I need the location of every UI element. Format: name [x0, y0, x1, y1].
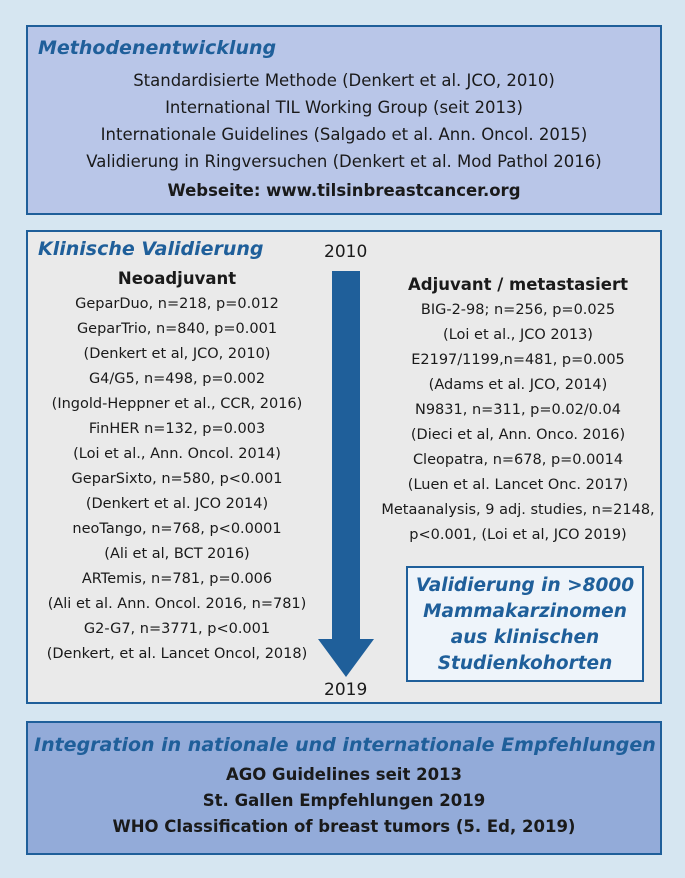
- study-entry: ARTemis, n=781, p=0.006: [81, 571, 273, 587]
- study-entry: (Loi et al., Ann. Oncol. 2014): [73, 446, 281, 462]
- study-entry: G2-G7, n=3771, p<0.001: [83, 621, 271, 637]
- integration-heading: Integration in nationale und internationale Empfehlungen: [34, 734, 656, 756]
- study-entry: (Ali et al, BCT 2016): [104, 546, 250, 562]
- study-entry: (Adams et al. JCO, 2014): [428, 377, 608, 393]
- clinical-validation-box: [26, 230, 662, 704]
- study-entry: GeparSixto, n=580, p<0.001: [71, 471, 283, 487]
- study-entry: E2197/1199,n=481, p=0.005: [411, 352, 625, 368]
- adjuvant-column: [378, 272, 658, 548]
- study-entry: (Denkert, et al. Lancet Oncol, 2018): [46, 646, 308, 662]
- study-entry: neoTango, n=768, p<0.0001: [72, 521, 282, 537]
- study-entry: (Loi et al., JCO 2013): [443, 327, 593, 343]
- study-entry: Metaanalysis, 9 adj. studies, n=2148,: [381, 502, 655, 518]
- year-end-label: 2019: [324, 680, 368, 700]
- study-entry: (Luen et al. Lancet Onc. 2017): [407, 477, 629, 493]
- validation-summary-box: [406, 566, 644, 682]
- study-entry: N9831, n=311, p=0.02/0.04: [414, 402, 621, 418]
- timeline-arrow-shape: [318, 271, 374, 677]
- study-entry: (Ali et al. Ann. Oncol. 2016, n=781): [47, 596, 307, 612]
- integration-box: [26, 721, 662, 855]
- timeline-arrow: [316, 271, 376, 679]
- method-line: Validierung in Ringversuchen (Denkert et al. Mod Pathol 2016): [86, 152, 602, 171]
- study-entry: BIG-2-98; n=256, p=0.025: [420, 302, 616, 318]
- adjuvant-title: Adjuvant / metastasiert: [408, 275, 628, 294]
- summary-line: Mammakarzinomen: [423, 601, 627, 622]
- study-entry: (Ingold-Heppner et al., CCR, 2016): [51, 396, 303, 412]
- study-entry: (Denkert et al, JCO, 2010): [83, 346, 271, 362]
- neoadjuvant-title: Neoadjuvant: [117, 269, 237, 288]
- method-development-box: [26, 25, 662, 215]
- method-line: International TIL Working Group (seit 2013): [165, 98, 523, 117]
- summary-line: aus klinischen: [450, 627, 600, 648]
- guideline-line: WHO Classification of breast tumors (5. Ed, 2019): [112, 817, 576, 836]
- method-line: Internationale Guidelines (Salgado et al. Ann. Oncol. 2015): [100, 125, 588, 144]
- study-entry: G4/G5, n=498, p=0.002: [88, 371, 266, 387]
- method-line: Standardisierte Methode (Denkert et al. JCO, 2010): [133, 71, 555, 90]
- study-entry: FinHER n=132, p=0.003: [88, 421, 266, 437]
- summary-line: Studienkohorten: [437, 653, 613, 674]
- study-entry: GeparTrio, n=840, p=0.001: [76, 321, 278, 337]
- validation-heading: Klinische Validierung: [38, 238, 264, 260]
- guideline-line: AGO Guidelines seit 2013: [225, 765, 463, 784]
- summary-line: Validierung in >8000: [415, 575, 635, 596]
- study-entry: Cleopatra, n=678, p=0.0014: [412, 452, 624, 468]
- study-entry: (Denkert et al. JCO 2014): [85, 496, 269, 512]
- study-entry: (Dieci et al, Ann. Onco. 2016): [410, 427, 626, 443]
- neoadjuvant-column: [32, 266, 322, 667]
- study-entry: p<0.001, (Loi et al, JCO 2019): [409, 527, 627, 543]
- study-entry: GeparDuo, n=218, p=0.012: [75, 296, 279, 312]
- method-heading: Methodenentwicklung: [38, 37, 277, 59]
- website-line: Webseite: www.tilsinbreastcancer.org: [167, 181, 521, 200]
- guideline-line: St. Gallen Empfehlungen 2019: [202, 791, 486, 810]
- year-start-label: 2010: [324, 242, 368, 262]
